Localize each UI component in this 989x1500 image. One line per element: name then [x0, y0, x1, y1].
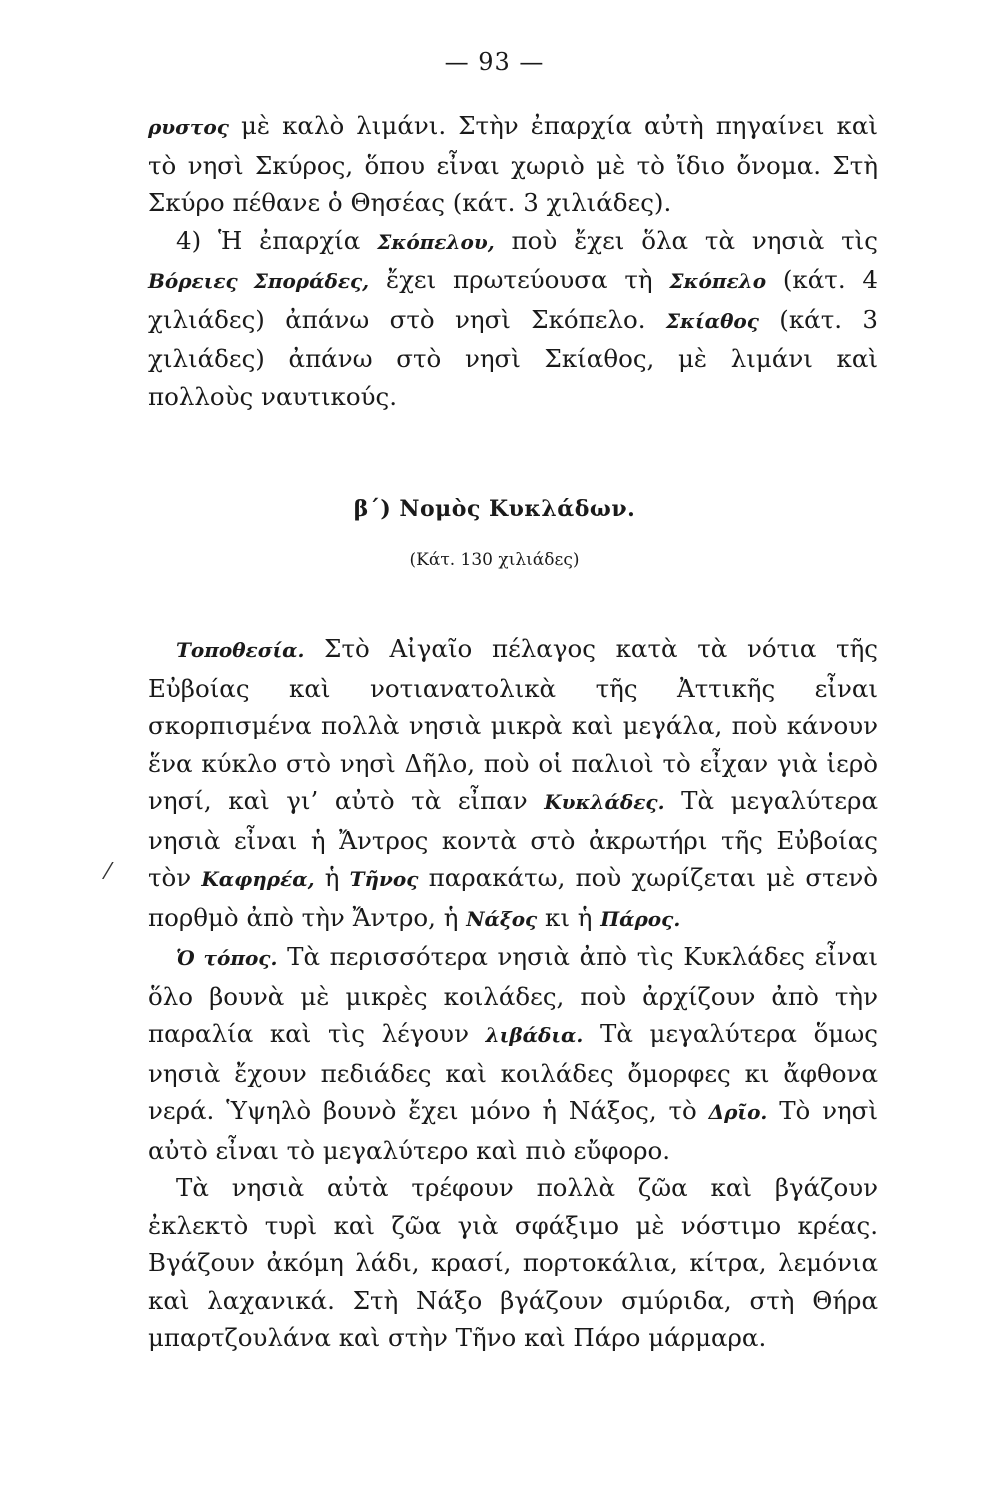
- italic-term: Σκόπελο: [669, 269, 767, 293]
- text-run: κι ἡ: [537, 902, 601, 932]
- italic-term: Τῆνος: [349, 867, 419, 891]
- section-heading: β΄) Νομὸς Κυκλάδων.: [353, 496, 636, 522]
- section-subheading: (Κάτ. 130 χιλιάδες): [409, 550, 580, 570]
- text-run: Τὰ μεγαλύτερα ὅμως νησιὰ ἔχουν πεδιάδες καὶ κοιλάδες ὄμορφες κι ἄφθονα νερά. Ὑψηλὸ βουνὸ ἔχει μόνο ἡ Νάξος, τὸ: [148, 1019, 879, 1125]
- margin-pencil-mark: ⁄: [106, 860, 110, 885]
- italic-term: Δρῖο.: [708, 1100, 768, 1124]
- text-run: 4) Ἡ ἐπαρχία: [176, 225, 378, 255]
- paragraph: Τὰ νησιὰ αὐτὰ τρέφουν πολλὰ ζῶα καὶ βγάζουν ἐκλεκτὸ τυρὶ καὶ ζῶα γιὰ σφάξιμο μὲ νόστιμο κρέας. Βγάζουν ἀκόμη λάδι, κρασί, πορτοκάλια, κίτρα, λεμόνια καὶ λαχανικά. Στὴ Νάξο βγάζουν σμύριδα, στὴ Θήρα μπαρτζουλάνα καὶ στὴν Τῆνο καὶ Πάρο μάρμαρα.: [148, 1173, 878, 1352]
- italic-term: λιβάδια.: [485, 1023, 584, 1047]
- text-block-skopelos: [148, 107, 878, 415]
- page-number: — 93 —: [444, 48, 545, 76]
- text-run: Τὰ μεγαλύτερα νησιὰ εἶναι ἡ Ἄντρος κοντὰ στὸ ἀκρωτήρι τῆς Εὐβοίας τὸν: [148, 786, 878, 892]
- italic-term: ρυστος: [148, 115, 229, 139]
- italic-term: Καφηρέα,: [201, 867, 315, 891]
- text-run: Στὸ Αἰγαῖο πέλαγος κατὰ τὰ νότια τῆς Εὐβοίας καὶ νοτιανατολικὰ τῆς Ἀττικῆς εἶναι σκορπισμένα πολλὰ νησιὰ μικρὰ καὶ μεγάλα, ποὺ κάνουν ἕνα κύκλο στὸ νησὶ Δῆλο, ποὺ οἱ παλιοὶ τὸ εἶχαν γιὰ ἱερὸ νησί, καὶ γι’ αὐτὸ τὰ εἶπαν: [148, 634, 878, 815]
- italic-term: Κυκλάδες.: [544, 790, 665, 814]
- italic-term: Βόρειες Σποράδες,: [148, 269, 370, 293]
- paragraph: [148, 938, 878, 1169]
- text-run: ἡ: [314, 863, 350, 892]
- text-run: Τὸ νησὶ αὐτὸ εἶναι τὸ μεγαλύτερο καὶ πιὸ εὔφορο.: [148, 1096, 878, 1165]
- text-run: ποὺ ἔχει ὅλα τὰ νησιὰ τὶς: [494, 225, 879, 255]
- text-run: μὲ καλὸ λιμάνι. Στὴν ἐπαρχία αὐτὴ πηγαίνει καὶ τὸ νησὶ Σκύρος, ὅπου εἶναι χωριὸ μὲ τὸ ἴδιο ὄνομα. Στὴ Σκύρο πέθανε ὁ Θησέας (κάτ. 3 χιλιάδες).: [148, 111, 878, 217]
- text-run: Τὰ περισσότερα νησιὰ ἀπὸ τὶς Κυκλάδες εἶναι ὅλο βουνὰ μὲ μικρὲς κοιλάδες, ποὺ ἀρχίζουν ἀπὸ τὴν παραλία καὶ τὶς λέγουν: [148, 942, 878, 1048]
- text-run: (κάτ. 3 χιλιάδες) ἀπάνω στὸ νησὶ Σκίαθος, μὲ λιμάνι καὶ πολλοὺς ναυτικούς.: [148, 304, 878, 411]
- text-run: ἔχει πρωτεύουσα τὴ: [369, 265, 670, 294]
- italic-term: Τοποθεσία.: [176, 638, 305, 662]
- italic-term: Πάρος.: [600, 906, 681, 931]
- paragraph: [148, 107, 878, 222]
- italic-term: Σκόπελου,: [377, 229, 495, 254]
- italic-term: Σκίαθος: [665, 308, 759, 333]
- text-run: (κάτ. 4 χιλιάδες) ἀπάνω στὸ νησὶ Σκόπελο.: [148, 265, 878, 334]
- italic-term: Ὁ τόπος.: [176, 946, 278, 970]
- text-block-cyclades: [148, 630, 878, 1357]
- paragraph: [148, 630, 878, 938]
- paragraph: [148, 222, 878, 416]
- text-run: παρακάτω, ποὺ χωρίζεται μὲ στενὸ πορθμὸ ἀπὸ τὴν Ἄντρο, ἡ: [148, 863, 878, 932]
- italic-term: Νάξος: [466, 906, 538, 931]
